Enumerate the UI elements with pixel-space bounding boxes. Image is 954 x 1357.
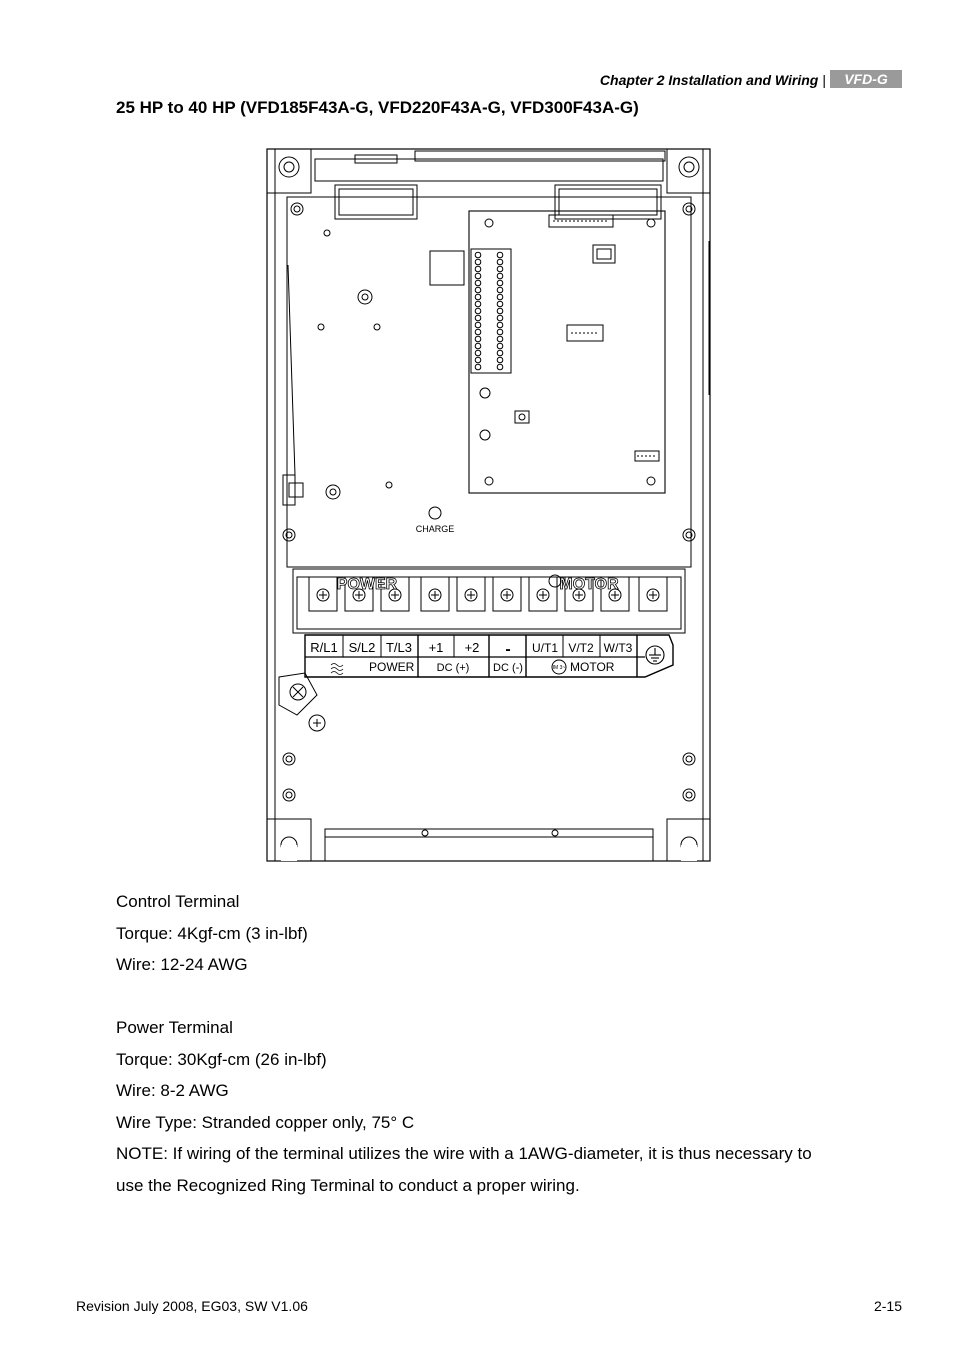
terminal-pin [475, 252, 481, 258]
terminal-label: +2 [464, 640, 480, 655]
footer-revision: Revision July 2008, EG03, SW V1.06 [76, 1298, 308, 1314]
terminal-label: T/L3 [385, 640, 413, 655]
terminal-pin [497, 350, 503, 356]
dc-minus-label: DC (-) [493, 662, 523, 674]
terminal-pin [475, 280, 481, 286]
power-group-label: POWER [369, 660, 415, 674]
terminal-pin [475, 301, 481, 307]
spec-line: NOTE: If wiring of the terminal utilizes the wire with a 1AWG-diameter, it is thus necessary to [116, 1144, 812, 1163]
drive-terminal-diagram [265, 145, 713, 865]
embossed-motor-label: MOTOR [559, 576, 619, 593]
header-separator: | [822, 72, 826, 88]
terminal-label: U/T1 [531, 641, 559, 655]
terminal-pin [497, 301, 503, 307]
terminal-pin [497, 287, 503, 293]
chapter-header [0, 70, 902, 88]
terminal-pin [497, 252, 503, 258]
terminal-pin [475, 308, 481, 314]
terminal-label: W/T3 [603, 641, 633, 655]
terminal-pin [497, 343, 503, 349]
terminal-pin [497, 259, 503, 265]
terminal-pin [475, 364, 481, 370]
terminal-pin [497, 266, 503, 272]
charge-label: CHARGE [415, 524, 455, 534]
terminal-pin [475, 287, 481, 293]
terminal-pin [475, 273, 481, 279]
terminal-pin [497, 308, 503, 314]
power-wave-icon [331, 664, 343, 675]
spec-line: Wire: 8-2 AWG [116, 1081, 229, 1100]
terminal-pin [497, 315, 503, 321]
motor-symbol-text: IM 3~ [552, 665, 566, 671]
terminal-pin [497, 329, 503, 335]
terminal-pin [497, 336, 503, 342]
terminal-pin [475, 266, 481, 272]
chapter-title: Chapter 2 Installation and Wiring [599, 72, 819, 88]
terminal-pin [497, 364, 503, 370]
page-heading: 25 HP to 40 HP (VFD185F43A-G, VFD220F43A-G, VFD300F43A-G) [116, 98, 639, 117]
spec-line: Wire: 12-24 AWG [116, 955, 248, 974]
ground-icon [646, 646, 664, 664]
spec-line: Torque: 4Kgf-cm (3 in-lbf) [116, 924, 308, 943]
page-number: 2-15 [873, 1298, 902, 1314]
terminal-pin [475, 315, 481, 321]
terminal-pin [497, 357, 503, 363]
terminal-label: S/L2 [348, 640, 376, 655]
terminal-pin [497, 273, 503, 279]
terminal-pin [475, 259, 481, 265]
terminal-pin [475, 357, 481, 363]
terminal-label: +1 [428, 640, 444, 655]
logo-text: VFD-G [844, 71, 888, 87]
terminal-pin [475, 336, 481, 342]
spec-line: Control Terminal [116, 892, 240, 911]
terminal-labels [310, 640, 632, 658]
terminal-pin [497, 294, 503, 300]
terminal-label: - [505, 641, 511, 658]
terminal-pin [475, 294, 481, 300]
terminal-pin [497, 322, 503, 328]
terminal-label: V/T2 [568, 641, 594, 655]
motor-group-label: MOTOR [570, 660, 615, 674]
embossed-power-label: POWER [336, 576, 398, 593]
terminal-pin [475, 350, 481, 356]
terminal-pin [475, 343, 481, 349]
spec-line: Power Terminal [116, 1018, 233, 1037]
spec-line: Wire Type: Stranded copper only, 75° C [116, 1113, 415, 1132]
terminal-label: R/L1 [310, 640, 338, 655]
spec-line: use the Recognized Ring Terminal to conduct a proper wiring. [116, 1176, 580, 1195]
dc-plus-label: DC (+) [436, 662, 470, 674]
spec-line: Torque: 30Kgf-cm (26 in-lbf) [116, 1050, 327, 1069]
terminal-pin [475, 322, 481, 328]
terminal-pin [475, 329, 481, 335]
vfd-g-logo [830, 70, 902, 88]
control-terminal-strip [475, 252, 503, 370]
terminal-pin [497, 280, 503, 286]
